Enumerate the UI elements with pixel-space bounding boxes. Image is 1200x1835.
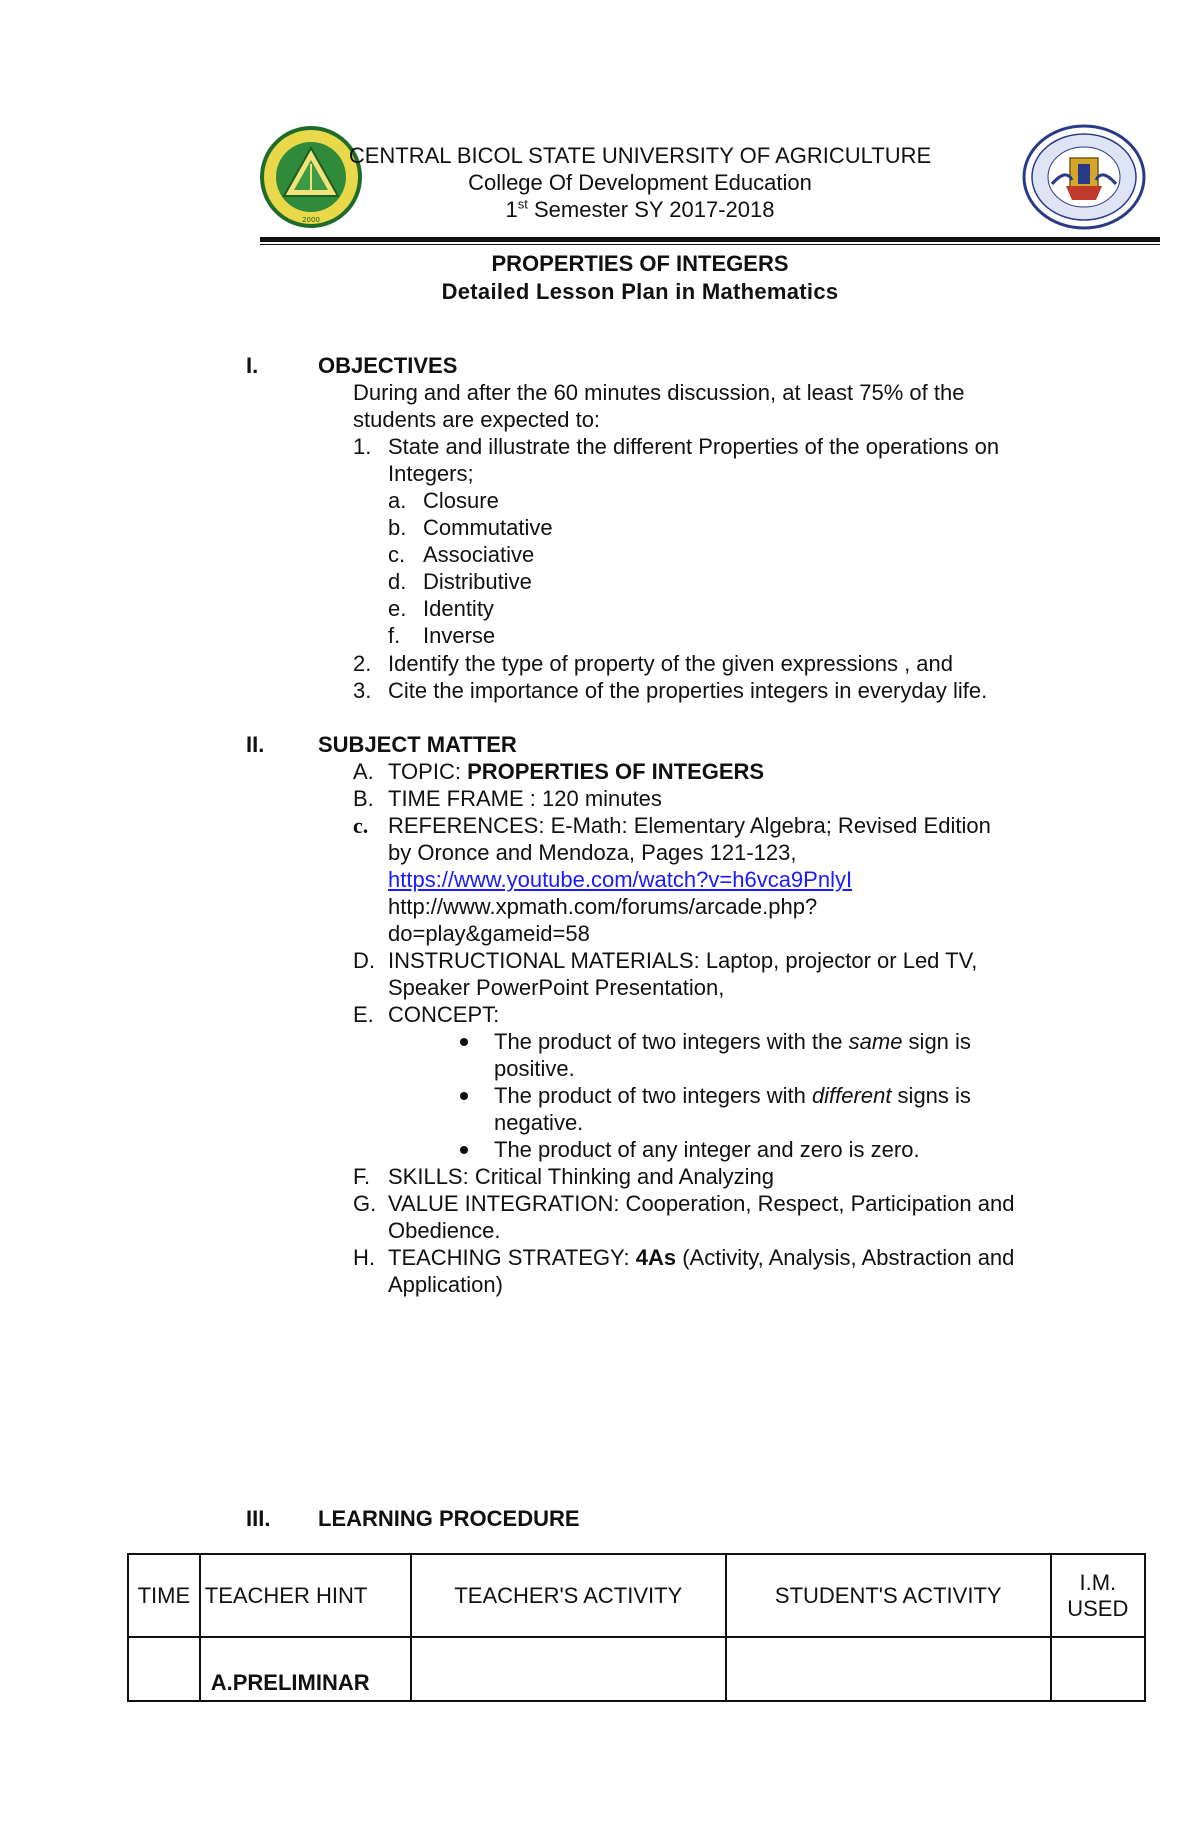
semester-line: 1st Semester SY 2017-2018 — [505, 196, 775, 222]
value-integration-line2: Obedience. — [388, 1218, 501, 1243]
college-seal-logo — [1022, 124, 1146, 230]
table-cell-time — [128, 1637, 200, 1701]
table-cell-teacher-hint: A.PRELIMINAR — [200, 1637, 411, 1701]
subject-matter-heading: SUBJECT MATTER — [318, 732, 517, 757]
references-line1: REFERENCES: E-Math: Elementary Algebra; Revised Edition — [388, 813, 991, 838]
section-numeral-2: II. — [246, 732, 265, 757]
concept-3: The product of any integer and zero is zero. — [494, 1137, 920, 1162]
topic-line: TOPIC: PROPERTIES OF INTEGERS — [388, 759, 765, 784]
university-name: CENTRAL BICOL STATE UNIVERSITY OF AGRICULTURE — [348, 143, 932, 168]
objective-2-number: 2. — [353, 651, 372, 676]
learning-procedure-heading: LEARNING PROCEDURE — [318, 1506, 580, 1531]
concept-2-line2: negative. — [494, 1110, 584, 1135]
property-item: Commutative — [423, 515, 553, 540]
property-item: Identity — [423, 596, 494, 621]
table-row — [128, 1637, 1145, 1701]
subject-letter-h: H. — [353, 1245, 375, 1270]
column-header-time: TIME — [128, 1554, 200, 1637]
materials-line1: INSTRUCTIONAL MATERIALS: Laptop, projector or Led TV, — [388, 948, 978, 973]
objective-1-line2: Integers; — [388, 461, 474, 486]
document-title: PROPERTIES OF INTEGERS — [491, 251, 789, 276]
property-item: Inverse — [423, 623, 496, 648]
subject-letter-b: B. — [353, 786, 374, 811]
objective-1-line1: State and illustrate the different Properties of the operations on — [388, 434, 1000, 459]
property-letter: d. — [388, 569, 407, 594]
property-item: Distributive — [423, 569, 532, 594]
time-frame-line: TIME FRAME : 120 minutes — [388, 786, 662, 811]
property-item: Associative — [423, 542, 535, 567]
property-item: Closure — [423, 488, 499, 513]
objectives-heading: OBJECTIVES — [318, 353, 458, 378]
section-numeral-3: III. — [246, 1506, 271, 1531]
table-header-row — [128, 1554, 1145, 1637]
table-cell-im-used — [1051, 1637, 1145, 1701]
subject-letter-f: F. — [353, 1164, 371, 1189]
header-divider-thin — [260, 244, 1160, 245]
table-cell-student-activity — [726, 1637, 1051, 1701]
column-header-student-activity: STUDENT'S ACTIVITY — [726, 1554, 1051, 1637]
bullet-icon — [460, 1038, 468, 1046]
objectives-intro-line1: During and after the 60 minutes discussion, at least 75% of the — [353, 380, 965, 405]
subject-letter-g: G. — [353, 1191, 377, 1216]
bullet-icon — [460, 1092, 468, 1100]
objective-1-number: 1. — [353, 434, 372, 459]
column-header-im-used: I.M. USED — [1051, 1554, 1145, 1637]
subject-letter-d: D. — [353, 948, 375, 973]
learning-procedure-table — [127, 1553, 1146, 1702]
property-letter: e. — [388, 596, 407, 621]
objective-3-number: 3. — [353, 678, 372, 703]
college-name: College Of Development Education — [468, 170, 812, 195]
subject-letter-a: A. — [353, 759, 374, 784]
concept-1-line1: The product of two integers with the same sign is — [494, 1029, 971, 1054]
property-letter: f. — [388, 623, 401, 648]
references-line2: by Oronce and Mendoza, Pages 121-123, — [388, 840, 797, 865]
header-divider-thick — [260, 237, 1160, 242]
column-header-teacher-activity: TEACHER'S ACTIVITY — [411, 1554, 726, 1637]
value-integration-line1: VALUE INTEGRATION: Cooperation, Respect, Participation and — [388, 1191, 1015, 1216]
materials-line2: Speaker PowerPoint Presentation, — [388, 975, 725, 1000]
references-line5: do=play&gameid=58 — [388, 921, 590, 946]
concept-heading: CONCEPT: — [388, 1002, 500, 1027]
youtube-reference-link[interactable]: https://www.youtube.com/watch?v=h6vca9PnlyI — [388, 867, 853, 892]
subject-letter-e: E. — [353, 1002, 374, 1027]
property-letter: c. — [388, 542, 406, 567]
property-letter: a. — [388, 488, 407, 513]
svg-text:2000: 2000 — [302, 216, 320, 224]
property-letter: b. — [388, 515, 407, 540]
concept-2-line1: The product of two integers with different signs is — [494, 1083, 971, 1108]
references-line4: http://www.xpmath.com/forums/arcade.php? — [388, 894, 818, 919]
document-subtitle: Detailed Lesson Plan in Mathematics — [441, 279, 839, 304]
objective-2-text: Identify the type of property of the given expressions , and — [388, 651, 954, 676]
table-cell-teacher-activity — [411, 1637, 726, 1701]
teaching-strategy-line1: TEACHING STRATEGY: 4As (Activity, Analysis, Abstraction and — [388, 1245, 1015, 1270]
column-header-teacher-hint: TEACHER HINT — [200, 1554, 411, 1637]
objectives-intro-line2: students are expected to: — [353, 407, 601, 432]
skills-line: SKILLS: Critical Thinking and Analyzing — [388, 1164, 775, 1189]
bullet-icon — [460, 1146, 468, 1154]
concept-1-line2: positive. — [494, 1056, 575, 1081]
objective-3-text: Cite the importance of the properties integers in everyday life. — [388, 678, 988, 703]
teaching-strategy-line2: Application) — [388, 1272, 503, 1297]
section-numeral-1: I. — [246, 353, 259, 378]
subject-letter-c: c. — [353, 813, 369, 838]
